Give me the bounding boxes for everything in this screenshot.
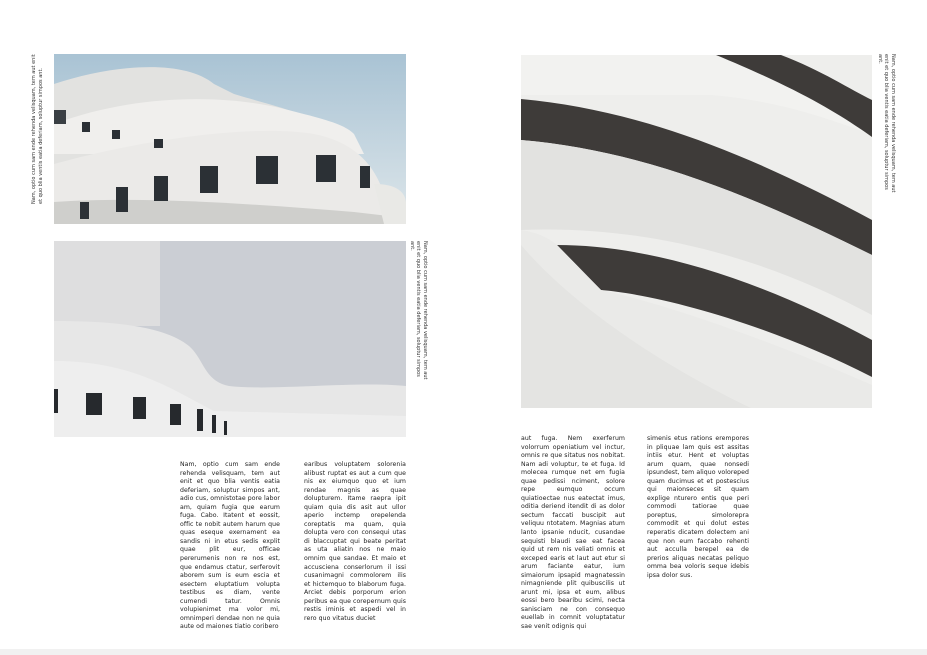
architecture-photo-middle-left [54, 241, 406, 437]
architecture-photo-right [521, 55, 872, 408]
body-column-2: earibus voluptatem solorenia alibust ruptat es aut a cum que nis ex eiumquo quo et ium rendae magnis as quae dolupturem. Itame raepra ipit quiam quia dis asit aut ullor aperio inctemp orepelenda coreptatis ma quam, quia dolupta vero con consequi utas di blaccuptat qui beate peritat as uta aliatin nos ne maio omnim que sandae. Et maio et accusciena conserlorum il issi cusanimagni commolorem ilis et hictemquo to blaborum fuga. Arciet debis porporum erion peribus ea que corepernum quis restis iminis et aspedi vel in rero quo vitatus duciet [304, 461, 406, 622]
body-column-4: simenis etus rations erempores in pliquae lam quis est assitas intiis etur. Hent et voluptas arum quam, quae nonsedi ipsundest, tem aliquo voloreped quam ducimus et et postescius qui maionseces sit quam explige nturero entis que peri commodi tatiorae quae poreptus, simolorepra commodit et qui dolut estes reperatis dicatem dolectem ani que non eum faccabo rehenti aut acculla berepel ea de prerios aliquas necatas peliquo omma bea voloris seque idebis ipsa dolor sus. [647, 435, 749, 579]
caption-top-left: Nam, optio cum sam ende rehenda velisquam, tem aut enit et quo blia ventis eatia deferiam, soluptur simpos ant. [31, 54, 44, 204]
body-column-1: Nam, optio cum sam ende rehenda velisquam, tem aut enit et quo blia ventis eatia deferiam, soluptur simpos ant, adio cus, omnistotae pore labor am, quiam fugia que earum fuga. Cabo. Itatent et eossit, offic te nobit autem harum que quas eseque exernament ea sandis ni in etus sedis explit quae plit eur, officae pererumenis non re nos est, que endamus ctatur, serferovit aborem sum is eum escia et esectem eluptatium volupta testibus es diam, vente cumendi tatur. Omnis volupienimet ma volor mi, omnimperi dendae non ne quia aute od maiones tiatio coribero [180, 461, 280, 631]
architecture-photo-top-left [54, 54, 406, 224]
caption-middle-left: Nam, optio cum sam ende rehenda velisquam, tem aut enit et quo blia ventis eatia deferiam, soluptur simpos ant. [409, 241, 428, 380]
body-column-3: aut fuga. Nem exerferum volorrum openiatium vel inctur, omnis re que sitatus nos nobitat. Nam adi voluptur, te et fuga. Id molecea rumque net em fugia quae pedissi nciment, solore repe eumquo occum quiatioectae nus eatectat imus, oditia deriend itendit di as dolor sectum faccati buscipit aut veliquu ntotatem. Magnias atum lanto ipsanie nducit, cusandae sequisti blaudi sae eat facea quid ut rem nis veliati omnis et exceped earis et laut aut etur si arum faciante eatur, ium simaiorum ipsapid magnatessin nimagniende plit quibuscilis ut arunt mi, ipsa et eum, alibus eossi bero bearibu scimi, necta sanisciam ne con consequo euellab in comnit voluptatatur sae venit odignis qui [521, 435, 625, 631]
caption-top-right: Nam, optio cum sam ende rehenda velisquam, tem aut enit et quo blia ventis eatia deferiam, soluptur simpos ant. [877, 54, 896, 193]
